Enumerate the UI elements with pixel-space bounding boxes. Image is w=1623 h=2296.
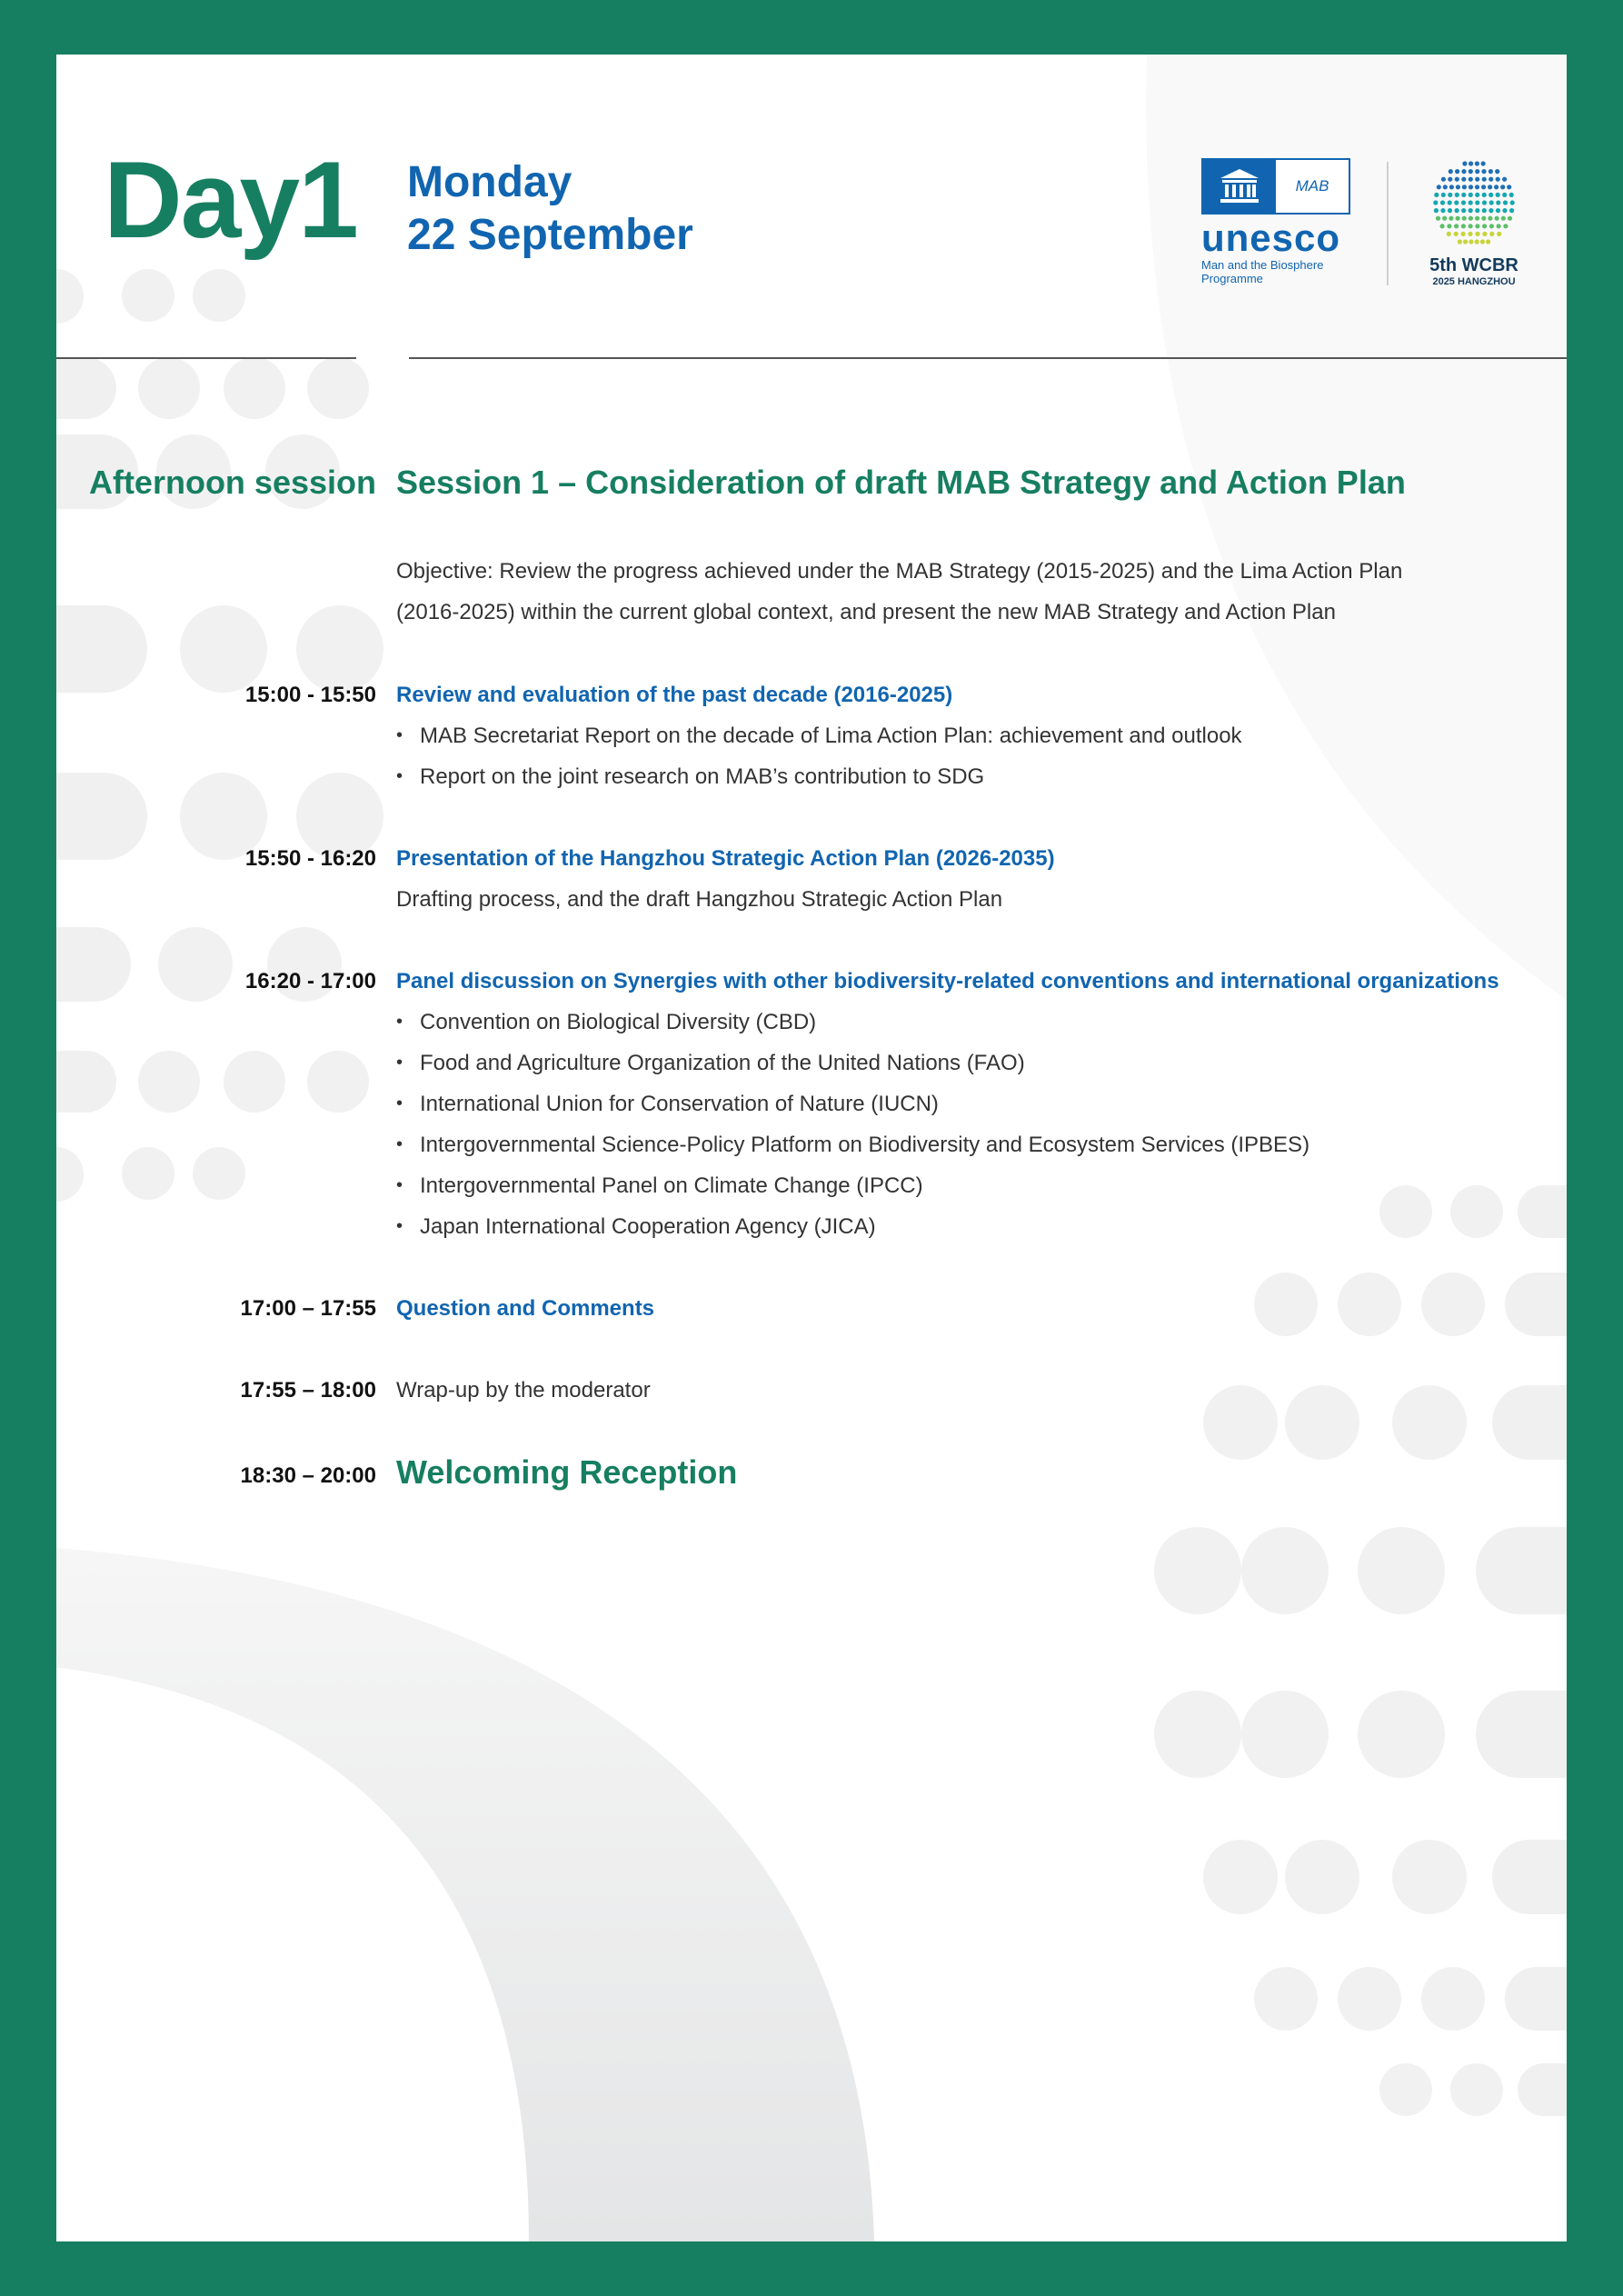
wcbr-dot bbox=[1455, 193, 1459, 197]
wcbr-dot bbox=[1434, 193, 1439, 197]
wcbr-dot bbox=[1475, 224, 1479, 228]
agenda-time: 15:00 - 15:50 bbox=[244, 683, 376, 707]
agenda-time: 18:30 – 20:00 bbox=[240, 1463, 376, 1488]
mab-mark: MAB bbox=[1276, 160, 1349, 213]
date-heading bbox=[407, 156, 693, 262]
wcbr-dot bbox=[1462, 161, 1467, 165]
agenda-item-title: Presentation of the Hangzhou Strategic Action Plan (2026-2035) bbox=[396, 846, 1055, 871]
wcbr-dot bbox=[1448, 208, 1452, 213]
wcbr-dot bbox=[1489, 208, 1493, 213]
wcbr-dot bbox=[1461, 177, 1466, 182]
wcbr-dot bbox=[1462, 216, 1467, 221]
wcbr-dot bbox=[1507, 185, 1511, 189]
agenda-item-title: Review and evaluation of the past decade (2016-2025) bbox=[396, 683, 953, 707]
list-item: • International Union for Conservation of Nature (IUCN) bbox=[396, 1083, 1550, 1124]
wcbr-dot bbox=[1489, 200, 1494, 205]
wcbr-dot bbox=[1510, 200, 1515, 205]
list-item: • MAB Secretariat Report on the decade of Lima Action Plan: achievement and outlook bbox=[396, 715, 1550, 756]
wcbr-dot bbox=[1489, 224, 1494, 228]
wcbr-dot bbox=[1482, 208, 1487, 213]
wcbr-dot bbox=[1469, 239, 1473, 244]
wcbr-dot bbox=[1436, 216, 1440, 221]
wcbr-dot bbox=[1456, 216, 1460, 221]
wcbr-dot bbox=[1475, 193, 1479, 197]
wcbr-dot bbox=[1455, 169, 1459, 174]
wcbr-dot bbox=[1496, 200, 1500, 205]
wcbr-dot bbox=[1495, 169, 1499, 174]
wcbr-dot bbox=[1475, 208, 1479, 213]
wcbr-dot bbox=[1454, 232, 1459, 236]
wcbr-dot bbox=[1489, 177, 1493, 182]
agenda-bullets bbox=[396, 715, 1550, 797]
wcbr-dot bbox=[1469, 193, 1473, 197]
agenda-time: 17:55 – 18:00 bbox=[240, 1378, 376, 1403]
wcbr-dot bbox=[1461, 224, 1466, 228]
wcbr-dot bbox=[1463, 239, 1468, 244]
wcbr-dot bbox=[1461, 169, 1466, 174]
wcbr-dot bbox=[1488, 216, 1492, 221]
wcbr-dot bbox=[1481, 169, 1486, 174]
wcbr-dot bbox=[1481, 161, 1486, 165]
agenda-item-description: Drafting process, and the draft Hangzhou Strategic Action Plan bbox=[396, 887, 1003, 912]
wcbr-dot bbox=[1449, 169, 1453, 174]
wcbr-dot bbox=[1440, 200, 1445, 205]
weekday: Monday bbox=[407, 158, 573, 206]
wcbr-dot bbox=[1458, 239, 1462, 244]
list-item: • Report on the joint research on MAB’s contribution to SDG bbox=[396, 756, 1550, 797]
wcbr-dot bbox=[1448, 200, 1452, 205]
wcbr-dot bbox=[1443, 185, 1448, 189]
wcbr-dot bbox=[1461, 232, 1466, 236]
wcbr-dot bbox=[1489, 169, 1493, 174]
wcbr-dot bbox=[1461, 200, 1466, 205]
wcbr-dot bbox=[1454, 200, 1459, 205]
wcbr-dot bbox=[1437, 185, 1441, 189]
session-title: Session 1 – Consideration of draft MAB Strategy and Action Plan bbox=[396, 464, 1406, 501]
wcbr-dot bbox=[1489, 193, 1493, 197]
agenda-time: 16:20 - 17:00 bbox=[244, 969, 376, 993]
wcbr-dot bbox=[1469, 224, 1473, 228]
wcbr-dot bbox=[1509, 193, 1514, 197]
header-rule-right bbox=[409, 357, 1567, 359]
agenda-page bbox=[56, 55, 1567, 2241]
unesco-subtitle-2: Programme bbox=[1201, 272, 1263, 285]
wcbr-dot bbox=[1469, 208, 1473, 213]
wcbr-dot bbox=[1448, 193, 1452, 197]
wcbr-dot bbox=[1433, 200, 1438, 205]
wcbr-dot bbox=[1469, 177, 1473, 182]
wcbr-dot bbox=[1455, 177, 1459, 182]
wcbr-dot bbox=[1475, 232, 1479, 236]
wcbr-dot bbox=[1482, 200, 1487, 205]
wcbr-dot bbox=[1488, 185, 1492, 189]
wcbr-dot bbox=[1475, 200, 1479, 205]
wcbr-dot bbox=[1502, 177, 1507, 182]
wcbr-dot bbox=[1481, 216, 1486, 221]
agenda-time: 15:50 - 16:20 bbox=[244, 846, 376, 871]
list-item: • Convention on Biological Diversity (CBD) bbox=[396, 1002, 1550, 1043]
wcbr-dot bbox=[1461, 193, 1466, 197]
wcbr-dot bbox=[1447, 224, 1451, 228]
wcbr-dot bbox=[1434, 208, 1439, 213]
wcbr-dot bbox=[1482, 232, 1487, 236]
wcbr-dot bbox=[1475, 169, 1479, 174]
wcbr-dot bbox=[1508, 216, 1512, 221]
temple-icon bbox=[1203, 160, 1276, 213]
session-objective: Objective: Review the progress achieved under the MAB Strategy (2015-2025) and the Lima Action Plan (2016-2025) within the current global context, and present the new MAB Strategy and Action Plan bbox=[396, 559, 1403, 624]
day-label: Day1 bbox=[104, 139, 357, 261]
wcbr-dot bbox=[1475, 161, 1479, 165]
wcbr-dot bbox=[1440, 208, 1445, 213]
wcbr-dot bbox=[1449, 216, 1453, 221]
wcbr-dot bbox=[1496, 208, 1500, 213]
list-item: • Food and Agriculture Organization of the United Nations (FAO) bbox=[396, 1043, 1550, 1083]
header-rule-left bbox=[56, 357, 356, 359]
wcbr-dot bbox=[1500, 185, 1505, 189]
wcbr-dot bbox=[1449, 185, 1454, 189]
wcbr-dot bbox=[1502, 208, 1507, 213]
unesco-logo bbox=[1201, 158, 1356, 285]
wcbr-dot bbox=[1469, 185, 1473, 189]
wcbr-dot bbox=[1475, 185, 1479, 189]
wcbr-dot bbox=[1496, 193, 1500, 197]
wcbr-dot bbox=[1440, 224, 1445, 228]
wcbr-dot bbox=[1448, 177, 1452, 182]
wcbr-dot bbox=[1442, 216, 1447, 221]
wcbr-dot bbox=[1461, 208, 1466, 213]
agenda-time: 17:00 – 17:55 bbox=[240, 1296, 376, 1321]
unesco-subtitle-1: Man and the Biosphere bbox=[1201, 258, 1324, 272]
wcbr-dot bbox=[1468, 232, 1472, 236]
wcbr-dot bbox=[1501, 216, 1506, 221]
wcbr-logo bbox=[1419, 158, 1528, 287]
wcbr-dot bbox=[1482, 224, 1487, 228]
wcbr-dot bbox=[1462, 185, 1467, 189]
wcbr-dot bbox=[1475, 177, 1479, 182]
wcbr-dot bbox=[1495, 216, 1499, 221]
wcbr-dot bbox=[1441, 177, 1446, 182]
wcbr-dot bbox=[1469, 161, 1473, 165]
wcbr-dot bbox=[1469, 216, 1473, 221]
wcbr-dot bbox=[1469, 200, 1473, 205]
logo-divider bbox=[1387, 162, 1389, 285]
wcbr-dot bbox=[1494, 185, 1499, 189]
wcbr-dot bbox=[1503, 200, 1508, 205]
session-label: Afternoon session bbox=[88, 464, 376, 501]
list-item: • Intergovernmental Panel on Climate Change (IPCC) bbox=[396, 1165, 1550, 1206]
agenda-item-description: Wrap-up by the moderator bbox=[396, 1378, 651, 1403]
wcbr-dots-icon bbox=[1429, 158, 1519, 249]
unesco-wordmark: unesco bbox=[1201, 216, 1341, 259]
wcbr-dot bbox=[1496, 177, 1500, 182]
wcbr-dot bbox=[1497, 224, 1501, 228]
wcbr-dot bbox=[1482, 177, 1487, 182]
reception-title: Welcoming Reception bbox=[396, 1453, 738, 1491]
date: 22 September bbox=[407, 211, 693, 259]
wcbr-subtitle: 2025 HANGZHOU bbox=[1432, 276, 1516, 287]
wcbr-dot bbox=[1482, 193, 1487, 197]
agenda-item-title: Question and Comments bbox=[396, 1296, 655, 1321]
wcbr-dot bbox=[1454, 224, 1459, 228]
wcbr-dot bbox=[1489, 232, 1494, 236]
wcbr-dot bbox=[1497, 232, 1501, 236]
wcbr-dot bbox=[1509, 208, 1514, 213]
wcbr-dot bbox=[1455, 208, 1459, 213]
wcbr-dot bbox=[1447, 232, 1451, 236]
agenda-item-title: Panel discussion on Synergies with other biodiversity-related conventions and international organizations bbox=[396, 969, 1499, 993]
list-item: • Japan International Cooperation Agency (JICA) bbox=[396, 1206, 1550, 1247]
agenda-bullets bbox=[396, 1002, 1550, 1247]
wcbr-dot bbox=[1481, 185, 1486, 189]
wcbr-dot bbox=[1502, 193, 1507, 197]
wcbr-dot bbox=[1503, 224, 1508, 228]
wcbr-title: 5th WCBR bbox=[1429, 255, 1518, 275]
list-item: • Intergovernmental Science-Policy Platform on Biodiversity and Ecosystem Services (IPBES) bbox=[396, 1124, 1550, 1165]
wcbr-dot bbox=[1475, 216, 1479, 221]
wcbr-dot bbox=[1456, 185, 1460, 189]
wcbr-dot bbox=[1441, 193, 1446, 197]
wcbr-dot bbox=[1486, 239, 1490, 244]
wcbr-dot bbox=[1480, 239, 1485, 244]
wcbr-dot bbox=[1469, 169, 1473, 174]
wcbr-dot bbox=[1475, 239, 1479, 244]
